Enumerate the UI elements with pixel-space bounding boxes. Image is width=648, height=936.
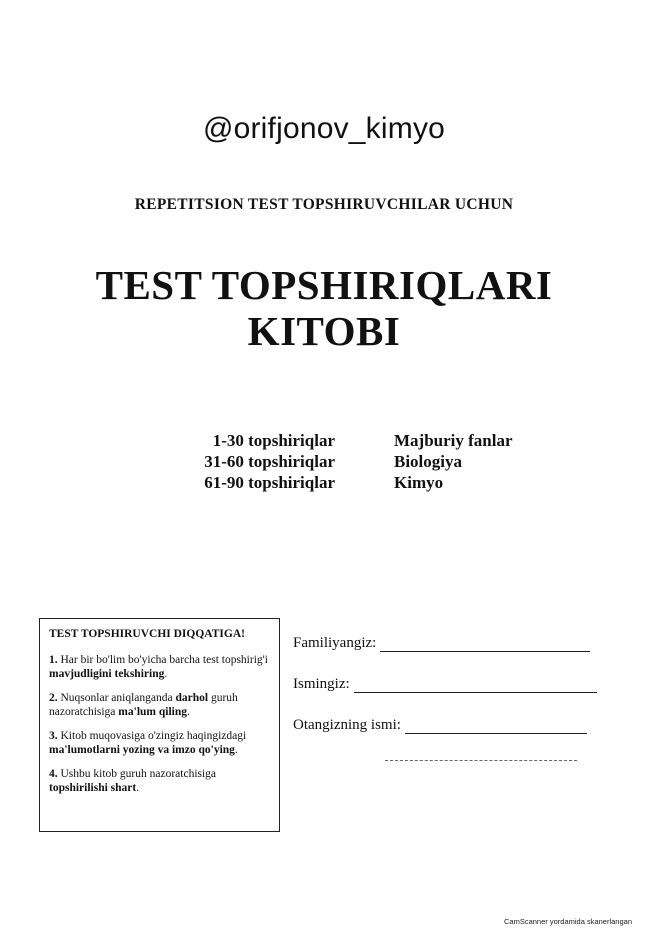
name-line[interactable] [354, 680, 597, 693]
task-range: 31-60 topshiriqlar [204, 452, 335, 471]
task-row [0, 472, 648, 493]
item-bold-text: darhol [175, 692, 209, 704]
name-label: Ismingiz: [293, 676, 350, 692]
patronymic-field[interactable] [293, 717, 613, 743]
signature-line[interactable] [385, 760, 577, 761]
surname-label: Familiyangiz: [293, 635, 377, 651]
task-range: 61-90 topshiriqlar [204, 473, 335, 492]
attention-item [49, 653, 271, 681]
channel-handle: @orifjonov_kimyo [202, 112, 446, 145]
item-end: . [164, 668, 168, 680]
name-field[interactable] [293, 676, 613, 702]
scanner-watermark: CamScanner yordamida skanerlangan [504, 917, 632, 926]
subtitle: REPETITSION TEST TOPSHIRUVCHILAR UCHUN [134, 196, 514, 213]
item-text: Nuqsonlar aniqlanganda [60, 692, 173, 704]
item-end: . [234, 744, 238, 756]
item-text: Har bir bo'lim bo'yicha barcha test topshirig'i [60, 654, 268, 666]
surname-field[interactable] [293, 635, 613, 661]
item-text: Ushbu kitob guruh nazoratchisiga [60, 768, 217, 780]
task-row [0, 451, 648, 472]
title-line-1: TEST TOPSHIRIQLARI [95, 262, 553, 308]
task-subject: Majburiy fanlar [394, 431, 513, 450]
item-text: Kitob muqovasiga o'zingiz haqingizdagi [60, 730, 247, 742]
attention-item [49, 691, 271, 719]
attention-item [49, 767, 271, 795]
item-number: 3. [49, 730, 58, 742]
attention-title: TEST TOPSHIRUVCHI DIQQATIGA! [49, 628, 245, 640]
page-title [0, 262, 648, 354]
personal-info-form [293, 635, 613, 758]
task-subject: Biologiya [394, 452, 463, 471]
task-subject: Kimyo [394, 473, 444, 492]
item-text: guruh nazoratchisiga [49, 692, 238, 718]
item-bold-text: topshirilishi shart [49, 782, 137, 794]
item-number: 4. [49, 768, 58, 780]
patronymic-line[interactable] [405, 721, 587, 734]
item-number: 2. [49, 692, 58, 704]
item-end: . [136, 782, 140, 794]
task-list [0, 430, 648, 493]
item-number: 1. [49, 654, 58, 666]
item-bold-text: mavjudligini tekshiring [49, 668, 165, 680]
item-end: . [187, 706, 190, 718]
item-bold-text: ma'lum qiling [118, 706, 187, 718]
item-bold-text: ma'lumotlarni yozing va imzo qo'ying [49, 744, 235, 756]
task-range: 1-30 topshiriqlar [212, 431, 335, 450]
attention-box [39, 618, 280, 832]
surname-line[interactable] [380, 639, 590, 652]
patronymic-label: Otangizning ismi: [293, 717, 401, 733]
attention-item [49, 729, 271, 757]
task-row [0, 430, 648, 451]
title-line-2: KITOBI [247, 308, 401, 354]
